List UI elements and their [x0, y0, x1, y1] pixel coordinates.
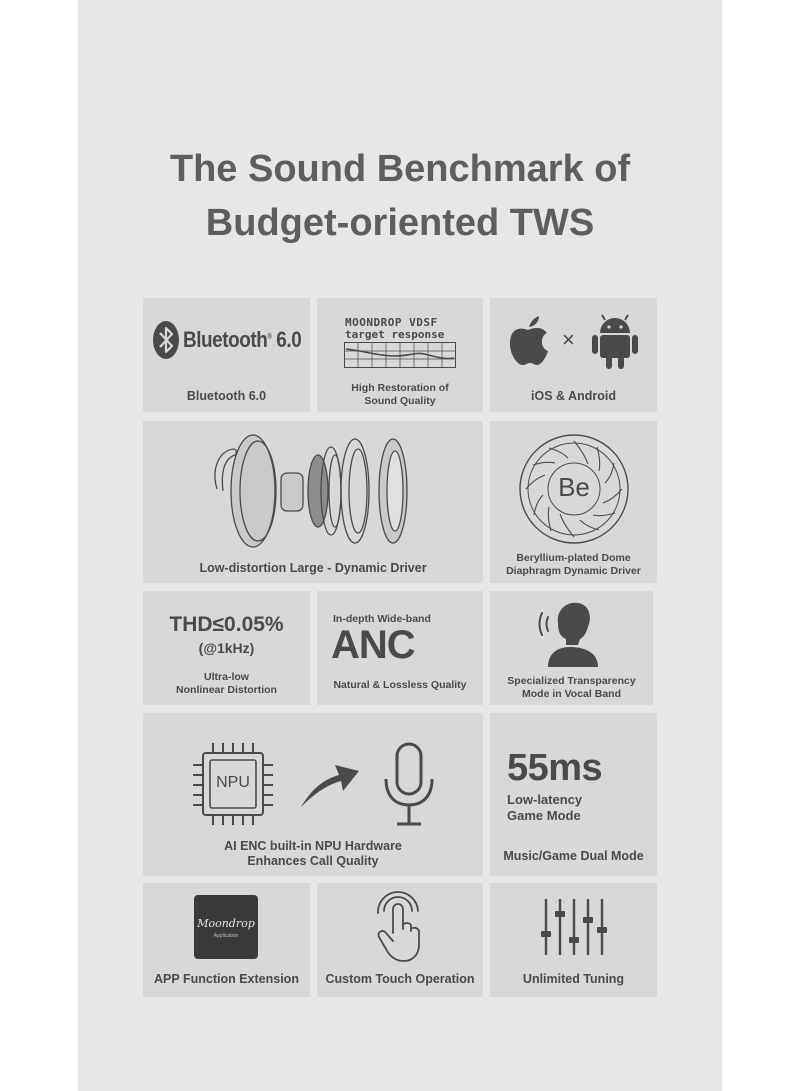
platform-separator: × — [562, 327, 575, 352]
equalizer-sliders-icon — [540, 897, 608, 957]
touch-caption: Custom Touch Operation — [325, 972, 475, 986]
thd-tile — [143, 591, 310, 705]
thd-value: THD≤0.05% — [169, 613, 284, 636]
page-title-line2: Budget-oriented TWS — [205, 202, 595, 244]
page-title-line1: The Sound Benchmark of — [169, 148, 631, 190]
transparency-caption-line2: Mode in Vocal Band — [522, 688, 621, 700]
beryllium-caption-line1: Beryllium-plated Dome — [516, 552, 631, 564]
vdsf-caption-line2: Sound Quality — [364, 395, 436, 407]
npu-caption-line2: Enhances Call Quality — [247, 854, 379, 868]
thd-sub: (@1kHz) — [198, 640, 255, 656]
vdsf-line2: target response — [345, 328, 445, 341]
npu-caption-line1: AI ENC built-in NPU Hardware — [224, 839, 402, 853]
thd-caption-line1: Ultra-low — [204, 671, 249, 683]
latency-tile — [490, 713, 657, 876]
app-tile — [143, 883, 310, 997]
voice-person-icon — [536, 599, 608, 667]
bluetooth-tile: Bluetooth® 6.0 Bluetooth 6.0 — [143, 298, 310, 412]
exploded-driver-icon — [203, 429, 443, 551]
beryllium-symbol: Be — [558, 472, 590, 502]
app-caption: APP Function Extension — [154, 972, 299, 986]
app-logo-sub: Application — [213, 933, 239, 939]
latency-value: 55ms — [507, 747, 603, 789]
touch-tile — [317, 883, 483, 997]
anc-tile — [317, 591, 483, 705]
driver-tile — [143, 421, 483, 583]
transparency-caption-line1: Specialized Transparency — [507, 675, 636, 687]
platforms-caption: iOS & Android — [531, 389, 616, 403]
latency-sub-line2: Game Mode — [507, 808, 581, 823]
tuning-tile — [490, 883, 657, 997]
anc-label: In-depth Wide-band — [333, 613, 431, 625]
response-graph-icon — [344, 342, 456, 368]
moondrop-app-icon — [194, 895, 258, 959]
transparency-tile — [490, 591, 653, 705]
npu-tile — [143, 713, 483, 876]
touch-hand-icon — [374, 891, 426, 963]
driver-caption: Low-distortion Large - Dynamic Driver — [199, 561, 427, 575]
bluetooth-version: 6.0 — [276, 327, 302, 352]
arrow-up-right-icon — [299, 757, 361, 809]
beryllium-caption-line2: Diaphragm Dynamic Driver — [506, 565, 641, 577]
beryllium-tile — [490, 421, 657, 583]
vdsf-line1: MOONDROP VDSF — [345, 316, 438, 329]
app-logo-script: Moondrop — [197, 917, 255, 930]
tuning-caption: Unlimited Tuning — [522, 972, 625, 986]
latency-sub-line1: Low-latency — [507, 792, 583, 807]
apple-icon — [507, 314, 549, 366]
platforms-tile — [490, 298, 657, 412]
latency-caption: Music/Game Dual Mode — [503, 849, 644, 863]
bluetooth-icon — [151, 320, 181, 360]
thd-caption-line2: Nonlinear Distortion — [176, 684, 277, 696]
microphone-icon — [381, 741, 437, 827]
anc-big: ANC — [331, 623, 415, 667]
bluetooth-caption: Bluetooth 6.0 — [186, 389, 267, 403]
vdsf-tile — [317, 298, 483, 412]
android-icon — [591, 314, 639, 370]
anc-caption: Natural & Lossless Quality — [333, 679, 467, 691]
vdsf-caption-line1: High Restoration of — [351, 382, 449, 394]
bluetooth-logo-text: Bluetooth — [183, 327, 268, 352]
npu-chip-label: NPU — [216, 774, 250, 791]
